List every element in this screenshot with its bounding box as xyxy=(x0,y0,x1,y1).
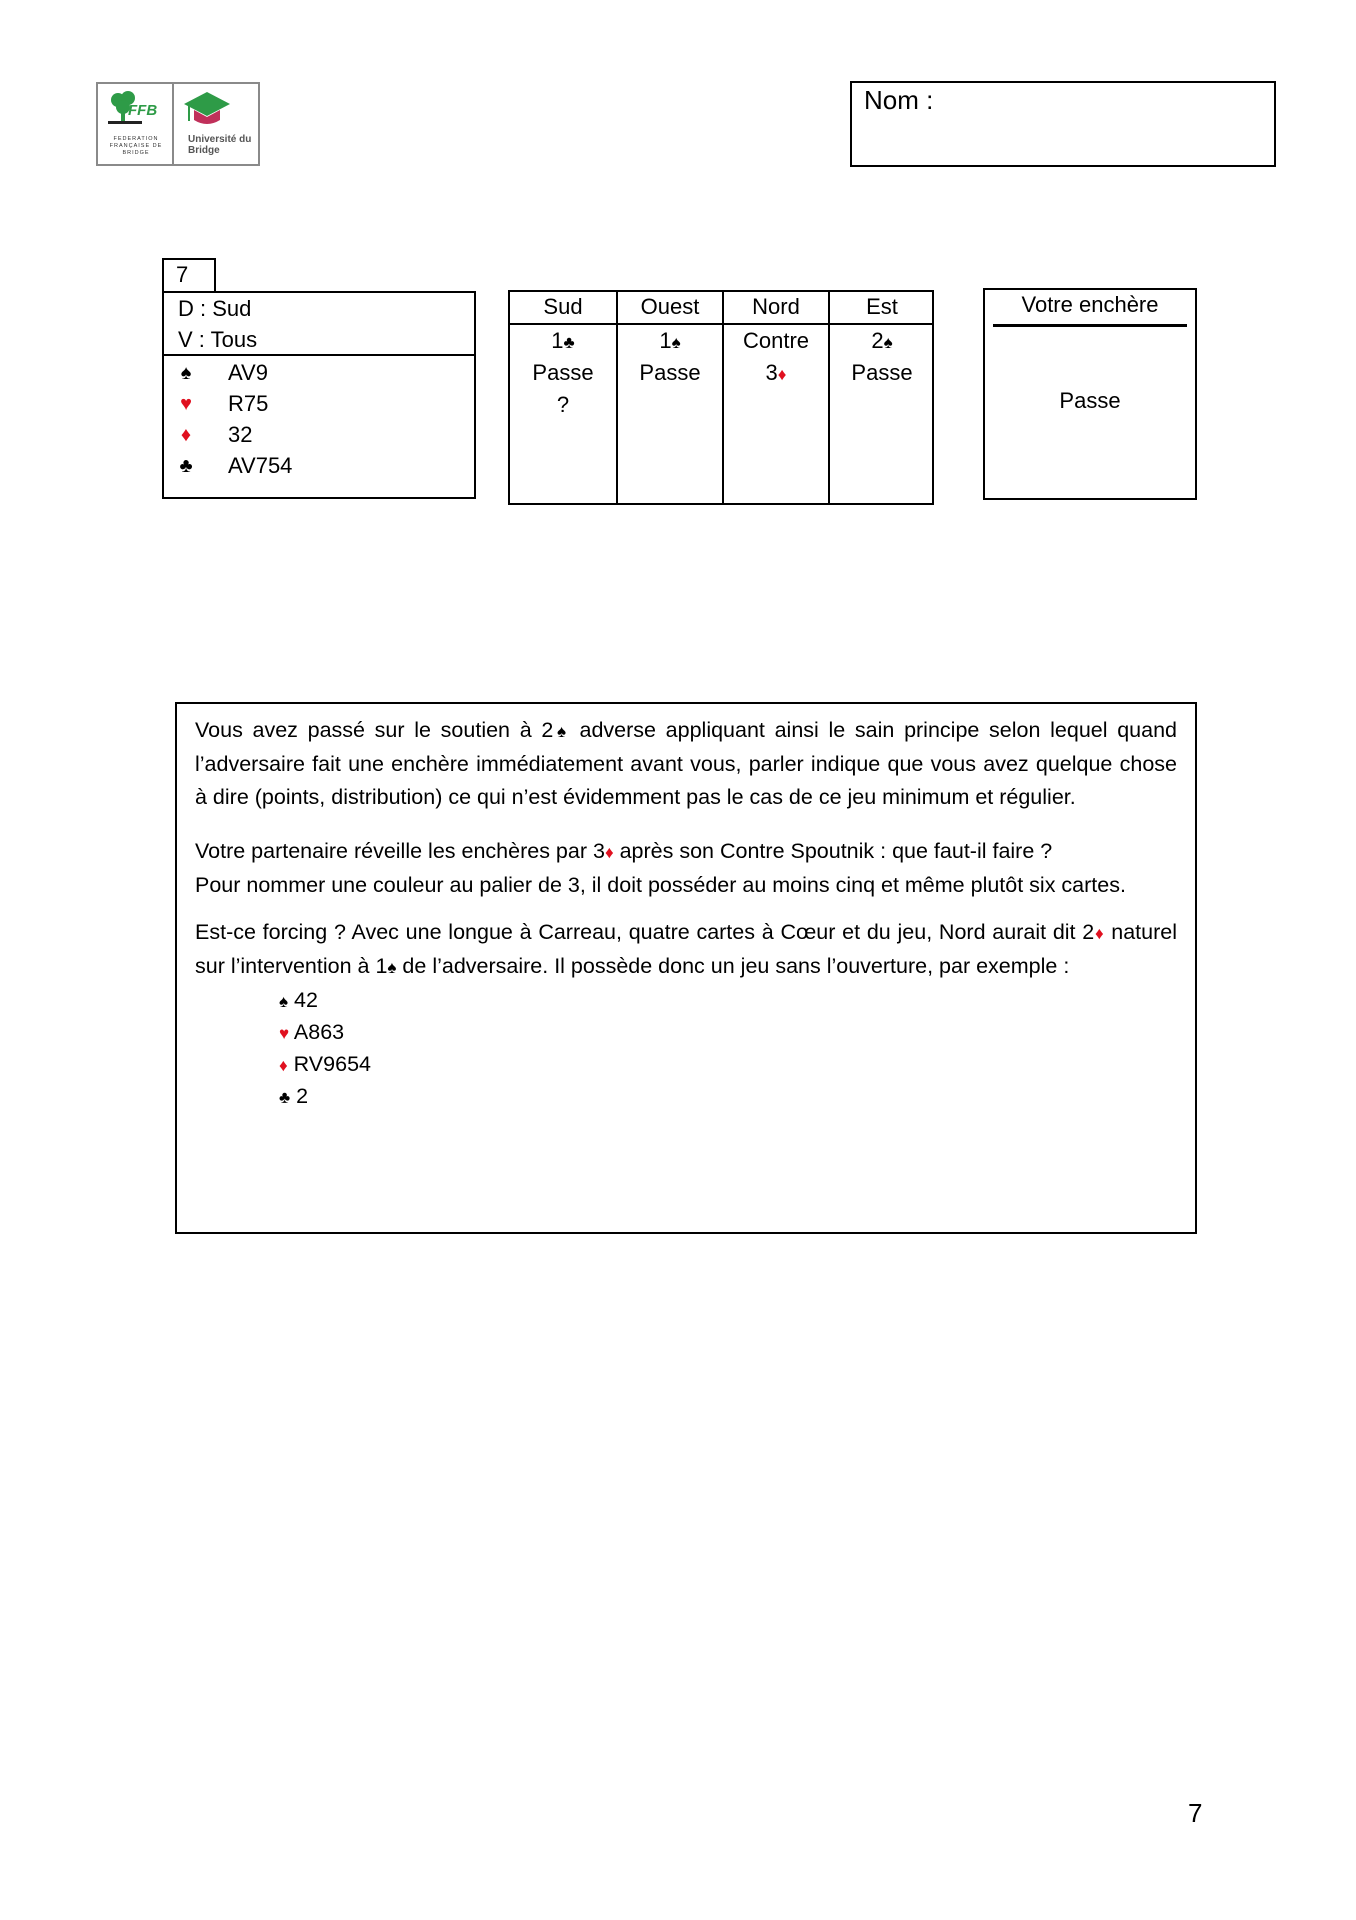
answer-title: Votre enchère xyxy=(1021,292,1159,317)
spade-icon: ♠ xyxy=(883,333,893,352)
commentary-p3: Pour nommer une couleur au palier de 3, il doit posséder au moins cinq et même plutôt six cartes. xyxy=(195,873,1126,897)
club-icon: ♣ xyxy=(179,455,193,477)
commentary-p4: Est-ce forcing ? Avec une longue à Carreau, quatre cartes à Cœur et du jeu, Nord aurait dit 2♦ naturel sur l’intervention à 1♠ de l’adversaire. Il possède donc un jeu sans l’ouverture, par exemple : xyxy=(195,920,1177,978)
vulnerability: V : Tous xyxy=(178,327,258,352)
deal-number: 7 xyxy=(176,262,189,287)
example-clubs: ♣ 2 xyxy=(279,1084,309,1108)
name-field[interactable] xyxy=(850,81,1276,167)
heart-cards: R75 xyxy=(228,391,269,416)
answer-divider xyxy=(993,324,1187,327)
answer-box xyxy=(983,288,1197,500)
name-label: Nom : xyxy=(864,85,934,115)
diamond-icon: ♦ xyxy=(180,424,192,446)
commentary-box xyxy=(175,702,1197,1234)
bid-nord-2: 3♦ xyxy=(765,360,787,385)
heart-icon: ♥ xyxy=(180,393,192,415)
diamond-icon: ♦ xyxy=(1094,924,1105,943)
example-hearts: ♥ A863 xyxy=(279,1020,345,1044)
bid-sud-1: 1♣ xyxy=(551,328,575,353)
diamond-icon: ♦ xyxy=(279,1056,288,1075)
spade-icon: ♠ xyxy=(279,992,289,1011)
page-number: 7 xyxy=(1188,1798,1203,1828)
bid-est-2: Passe xyxy=(851,360,913,385)
club-cards: AV754 xyxy=(228,453,293,478)
example-hand xyxy=(279,984,1177,1112)
auction-col-sud xyxy=(510,292,616,503)
header-est: Est xyxy=(830,292,934,325)
bid-sud-3: ? xyxy=(556,392,570,417)
header-nord: Nord xyxy=(724,292,828,325)
header-ouest: Ouest xyxy=(618,292,722,325)
bid-sud-2: Passe xyxy=(532,360,594,385)
spade-icon: ♠ xyxy=(387,958,397,977)
bid-est-1: 2♠ xyxy=(871,328,893,353)
hand-box xyxy=(162,291,476,499)
auction-table xyxy=(508,290,934,505)
deal-info xyxy=(164,293,474,356)
spade-icon: ♠ xyxy=(553,722,570,741)
ffb-text: FFB xyxy=(128,102,158,119)
club-icon: ♣ xyxy=(563,333,575,352)
diamond-icon: ♦ xyxy=(777,365,787,384)
logo xyxy=(96,82,260,166)
diamond-icon: ♦ xyxy=(604,843,614,862)
auction-col-ouest xyxy=(616,292,722,503)
deal-number-box xyxy=(162,258,216,292)
universite-logo xyxy=(174,84,258,164)
ffb-logo xyxy=(98,84,174,164)
graduation-cap-icon xyxy=(182,90,232,130)
bid-ouest-1: 1♠ xyxy=(659,328,681,353)
universite-text: Université du Bridge xyxy=(188,134,252,156)
ffb-subtext: FEDERATION FRANÇAISE DE BRIDGE xyxy=(109,136,163,156)
auction-col-est xyxy=(828,292,934,503)
commentary-p1: Vous avez passé sur le soutien à 2♠ adverse appliquant ainsi le sain principe selon lequel quand l’adversaire fait une enchère immédiatement avant vous, parler indique que vous avez quelque chose à dire (points, distribution) ce qui n’est évidemment pas le cas de ce jeu minimum et régulier. xyxy=(195,718,1178,809)
diamond-cards: 32 xyxy=(228,422,253,447)
auction-col-nord xyxy=(722,292,828,503)
club-icon: ♣ xyxy=(279,1088,291,1107)
answer-value: Passe xyxy=(1059,388,1121,413)
spade-icon: ♠ xyxy=(671,333,681,352)
example-spades: ♠ 42 xyxy=(279,988,318,1012)
example-diamonds: ♦ RV9654 xyxy=(279,1052,371,1076)
bid-nord-1: Contre xyxy=(742,328,810,353)
header-sud: Sud xyxy=(510,292,616,325)
spade-cards: AV9 xyxy=(228,360,268,385)
bid-ouest-2: Passe xyxy=(639,360,701,385)
spade-icon: ♠ xyxy=(180,362,192,384)
dealer: D : Sud xyxy=(178,296,252,321)
heart-icon: ♥ xyxy=(279,1024,290,1043)
commentary-p2: Votre partenaire réveille les enchères par 3♦ après son Contre Spoutnik : que faut-il faire ? xyxy=(195,839,1053,863)
